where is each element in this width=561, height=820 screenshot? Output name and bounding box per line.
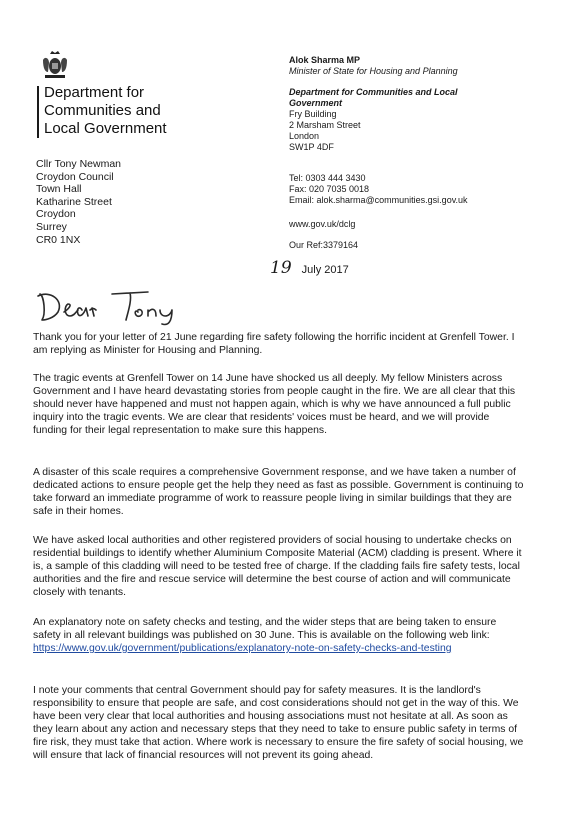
address-line: SW1P 4DF xyxy=(289,142,334,152)
sender-org-line: Government xyxy=(289,98,343,108)
contact-block xyxy=(289,173,468,206)
paragraph-text: An explanatory note on safety checks and testing, and the wider steps that are being taken to ensure safety in all relevant buildings was published on 30 June. This is available on the following web link: xyxy=(33,617,497,641)
department-name xyxy=(44,84,167,138)
address-line: 2 Marsham Street xyxy=(289,120,361,130)
sender-title: Minister of State for Housing and Planning xyxy=(289,66,458,76)
letter-paragraph xyxy=(33,372,525,437)
paragraph-text: A disaster of this scale requires a comprehensive Government response, and we have taken a number of dedicated actions to ensure people get the help they need as fast as possible. Government is continuing to take forward an immediate programme of work to reassure people living in similar buildings that they are safe in their homes. xyxy=(33,467,524,517)
letter-date xyxy=(270,258,349,278)
paragraph-text: I note your comments that central Government should pay for safety measures. It is the landlord's responsibility to ensure that people are safe, and cost considerations should not get in the way of this. We have been very clear that local authorities and housing associations must not hesitate at all. As soon as they learn about any action and necessary steps that they need to take to ensure public safety in terms of fire risk, they must take that action. Where work is necessary to ensure the fire safety of social housing, we will ensure that lack of financial resources will not prevent its going ahead. xyxy=(33,685,524,761)
recipient-line: CR0 1NX xyxy=(36,233,81,246)
sender-org-line: Department for Communities and Local xyxy=(289,87,458,97)
letter-paragraph xyxy=(33,331,525,357)
address-line: Fry Building xyxy=(289,109,337,119)
royal-crest-icon xyxy=(40,50,70,80)
address-line: London xyxy=(289,131,320,141)
handwritten-salutation xyxy=(30,286,210,326)
recipient-line: Cllr Tony Newman xyxy=(36,158,121,170)
explanatory-note-link[interactable]: https://www.gov.uk/government/publications/explanatory-note-on-safety-checks-and-testing xyxy=(33,643,452,654)
sender-block xyxy=(289,55,458,77)
sender-name: Alok Sharma MP xyxy=(289,55,361,65)
recipient-line: Croydon xyxy=(36,208,76,221)
department-name-line: Communities and xyxy=(44,102,161,119)
recipient-line: Town Hall xyxy=(36,183,82,196)
department-name-line: Local Government xyxy=(44,120,167,137)
recipient-address xyxy=(36,158,121,246)
paragraph-text: Thank you for your letter of 21 June regarding fire safety following the horrific incident at Grenfell Tower. I am replying as Minister for Housing and Planning. xyxy=(33,332,515,356)
paragraph-text: We have asked local authorities and other registered providers of social housing to undertake checks on residential buildings to identify whether Aluminium Composite Material (ACM) cladding is present. Where it is, a sample of this cladding will need to be tested free of charge. If the cladding fails fire safety tests, local authorities and the fire and rescue service will determine the best course of action and will communicate closely with tenants. xyxy=(33,535,522,598)
contact-web: www.gov.uk/dclg xyxy=(289,219,356,229)
recipient-line: Katharine Street xyxy=(36,195,112,208)
contact-tel: Tel: 0303 444 3430 xyxy=(289,173,366,183)
letter-paragraph xyxy=(33,534,525,599)
paragraph-text: The tragic events at Grenfell Tower on 14 June have shocked us all deeply. My fellow Ministers across Government and I have heard devastating stories from people caught in the fire. We are all clear that this should never have happened and must not happen again, which is why we have announced a full public inquiry into the tragic events. We are clear that residents' voices must be heard, and we will provide funding for their legal representation to make sure this happens. xyxy=(33,373,516,436)
contact-fax: Fax: 020 7035 0018 xyxy=(289,184,370,194)
date-day-handwritten: 19 xyxy=(270,258,292,278)
recipient-line: Croydon Council xyxy=(36,170,114,183)
department-rule xyxy=(37,86,39,138)
date-month-year: July 2017 xyxy=(301,264,349,276)
letter-paragraph xyxy=(33,616,525,655)
sender-address xyxy=(289,87,458,153)
letter-paragraph xyxy=(33,684,525,762)
letter-paragraph xyxy=(33,466,525,518)
department-name-line: Department for xyxy=(44,84,145,101)
contact-email: Email: alok.sharma@communities.gsi.gov.uk xyxy=(289,195,468,205)
recipient-line: Surrey xyxy=(36,220,67,233)
our-reference: Our Ref:3379164 xyxy=(289,240,359,250)
